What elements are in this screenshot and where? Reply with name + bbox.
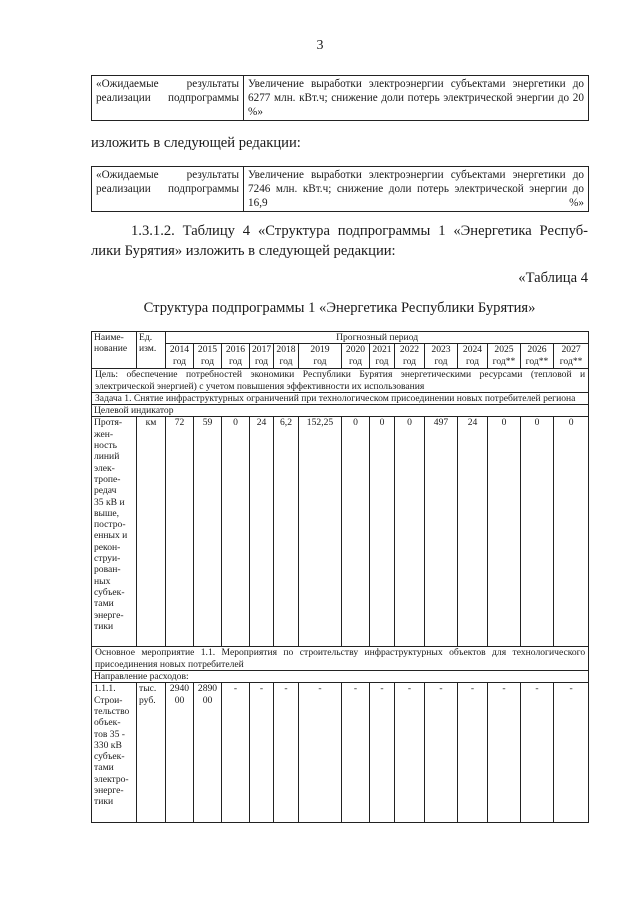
expense-row (92, 683, 589, 823)
year-suffix: год (434, 355, 448, 367)
year-label: 2026 (527, 344, 547, 356)
expense-value-2018: - (274, 683, 299, 823)
indicator-value-2021: 0 (370, 417, 395, 647)
year-suffix: год (465, 355, 480, 367)
year-suffix: год (200, 355, 215, 367)
indicator-value-2014: 72 (166, 417, 194, 647)
year-suffix: год (254, 355, 269, 367)
expense-value-2016: - (222, 683, 250, 823)
year-header-2026 (521, 344, 554, 369)
year-label: 2016 (225, 344, 246, 356)
year-suffix: год (402, 355, 417, 367)
direction-row: Направление расходов: (92, 671, 589, 683)
measure-row: Основное мероприятие 1.1. Мероприятия по строительству инфраструктурных объектов для технологического присоединения новых потребителей (92, 647, 589, 671)
indicator-value-2022: 0 (395, 417, 425, 647)
indicator-value-2017: 24 (250, 417, 274, 647)
year-label: 2023 (431, 344, 451, 356)
instruction-paragraph-line-1: 1.3.1.2. Таблицу 4 «Структура подпрограммы 1 «Энергетика Респуб- (131, 223, 588, 239)
year-suffix: год** (559, 355, 583, 367)
new-passport-label: «Ожидаемые результаты реализации подпрограммы (92, 167, 244, 212)
header-period: Прогнозный период (166, 332, 589, 344)
year-header-2022 (395, 344, 425, 369)
indicator-header-row: Целевой индикатор (92, 405, 589, 417)
page-number: 3 (316, 38, 324, 53)
year-header-2024 (458, 344, 488, 369)
year-suffix: год** (492, 355, 516, 367)
instruction-text: изложить в следующей редакции: (91, 135, 301, 151)
year-suffix: год (375, 355, 389, 367)
year-label: 2014 (169, 344, 190, 356)
table-number: «Таблица 4 (518, 270, 588, 286)
expense-value-2020: - (342, 683, 370, 823)
year-header-2021 (370, 344, 395, 369)
expense-value-2026: - (521, 683, 554, 823)
old-passport-label: «Ожидаемые результаты реализации подпрограммы (92, 76, 244, 121)
year-label: 2025 (494, 344, 514, 356)
year-label: 2019 (310, 344, 330, 356)
goal-row: Цель: обеспечение потребностей экономики Республики Бурятия энергетическими ресурсами (тепловой и электрической энергией) с учетом повышения эффективности их использования (92, 369, 589, 393)
indicator-unit: км (137, 417, 166, 647)
task-row: Задача 1. Снятие инфраструктурных ограничений при технологическом присоединении новых потребителей региона (92, 392, 589, 404)
year-header-2014 (166, 344, 194, 369)
indicator-value-2019: 152,25 (299, 417, 342, 647)
indicator-value-2024: 24 (458, 417, 488, 647)
year-header-2019 (299, 344, 342, 369)
year-label: 2024 (462, 344, 483, 356)
expense-value-2014: 2940 00 (166, 683, 194, 823)
year-suffix: год (313, 355, 327, 367)
expense-value-2023: - (425, 683, 458, 823)
year-suffix: год (228, 355, 243, 367)
year-header-2020 (342, 344, 370, 369)
indicator-value-2027: 0 (554, 417, 589, 647)
indicator-value-2018: 6,2 (274, 417, 299, 647)
expense-unit: тыс. руб. (137, 683, 166, 823)
indicator-value-2015: 59 (194, 417, 222, 647)
year-suffix: год (279, 355, 293, 367)
year-suffix: год (172, 355, 187, 367)
expense-name: 1.1.1. Строи- тельство объек- тов 35 - 330 кВ субъек- тами электро- энерге- тики (92, 683, 137, 823)
table-title: Структура подпрограммы 1 «Энергетика Республики Бурятия» (143, 300, 536, 316)
year-header-row (92, 344, 589, 369)
expense-value-2017: - (250, 683, 274, 823)
year-label: 2021 (372, 344, 392, 356)
structure-table (91, 331, 589, 823)
year-suffix: год (348, 355, 363, 367)
year-label: 2022 (399, 344, 420, 356)
instruction-paragraph-line-2: лики Бурятия» изложить в следующей редакции: (91, 243, 396, 259)
expense-value-2025: - (488, 683, 521, 823)
indicator-value-2026: 0 (521, 417, 554, 647)
expense-value-2022: - (395, 683, 425, 823)
header-name: Наиме- нование (92, 332, 137, 369)
expense-value-2021: - (370, 683, 395, 823)
year-header-2027 (554, 344, 589, 369)
expense-value-2024: - (458, 683, 488, 823)
year-header-2016 (222, 344, 250, 369)
year-label: 2015 (197, 344, 218, 356)
new-passport-text: Увеличение выработки электроэнергии субъектами энергетики до 7246 млн. кВт.ч; снижение доли потерь электрической энергии до 16,9 %» (244, 167, 589, 212)
indicator-value-2016: 0 (222, 417, 250, 647)
year-label: 2017 (252, 344, 272, 356)
year-header-2015 (194, 344, 222, 369)
year-label: 2027 (561, 344, 581, 356)
new-passport-table (91, 166, 589, 212)
expense-value-2019: - (299, 683, 342, 823)
indicator-name: Протя- жен- ность линий элек- тропе- редач 35 кВ и выше, постро- енных и рекон- струи- рован- ных субъек- тами энерге- тики (92, 417, 137, 647)
header-unit: Ед. изм. (137, 332, 166, 369)
indicator-row (92, 417, 589, 647)
indicator-value-2023: 497 (425, 417, 458, 647)
old-passport-table (91, 75, 589, 121)
expense-value-2015: 2890 00 (194, 683, 222, 823)
year-header-2017 (250, 344, 274, 369)
year-header-2023 (425, 344, 458, 369)
year-header-2018 (274, 344, 299, 369)
year-suffix: год** (525, 355, 549, 367)
year-label: 2018 (276, 344, 296, 356)
indicator-value-2020: 0 (342, 417, 370, 647)
year-header-2025 (488, 344, 521, 369)
indicator-value-2025: 0 (488, 417, 521, 647)
expense-value-2027: - (554, 683, 589, 823)
old-passport-text: Увеличение выработки электроэнергии субъектами энергетики до 6277 млн. кВт.ч; снижение доли потерь электрической энергии до 20 %» (244, 76, 589, 121)
year-label: 2020 (345, 344, 366, 356)
